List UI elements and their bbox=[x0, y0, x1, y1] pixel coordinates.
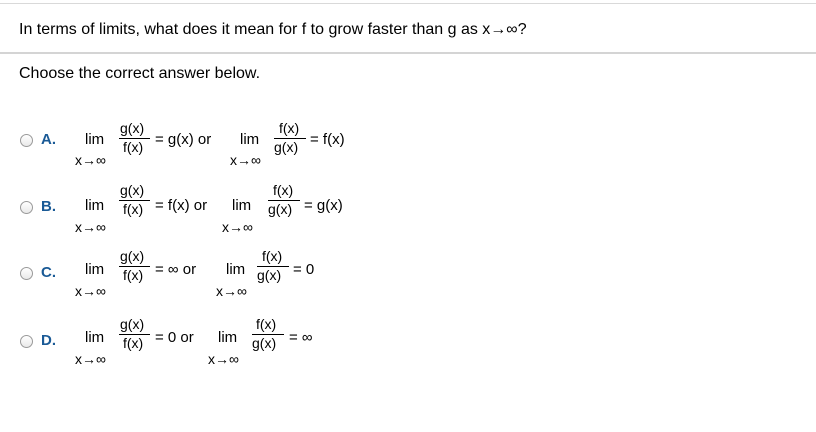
numerator: f(x) bbox=[256, 316, 277, 332]
lim-label: lim bbox=[85, 131, 105, 148]
divider bbox=[0, 52, 816, 54]
lim-label: lim bbox=[240, 131, 260, 148]
radio-button-b[interactable] bbox=[20, 201, 33, 214]
middle-text: = ∞ or bbox=[155, 261, 197, 278]
lim-label: lim bbox=[85, 329, 105, 346]
denominator: f(x) bbox=[123, 139, 144, 155]
middle-text: = f(x) or bbox=[155, 197, 208, 214]
option-letter-d: D. bbox=[41, 332, 56, 349]
option-b[interactable] bbox=[0, 178, 600, 238]
radio-button-c[interactable] bbox=[20, 267, 33, 280]
lim-subscript: x→∞ bbox=[230, 152, 261, 168]
question-text: In terms of limits, what does it mean for f to grow faster than g as x→∞? bbox=[19, 21, 527, 38]
numerator: g(x) bbox=[120, 120, 145, 136]
option-c[interactable] bbox=[0, 247, 600, 307]
end-text: = g(x) bbox=[304, 197, 343, 214]
lim-label: lim bbox=[218, 329, 238, 346]
lim-subscript: x→∞ bbox=[75, 283, 106, 299]
denominator: g(x) bbox=[274, 139, 299, 155]
numerator: g(x) bbox=[120, 316, 145, 332]
option-letter-b: B. bbox=[41, 198, 56, 215]
radio-button-d[interactable] bbox=[20, 335, 33, 348]
middle-text: = 0 or bbox=[155, 329, 194, 346]
lim-label: lim bbox=[85, 261, 105, 278]
denominator: g(x) bbox=[257, 267, 282, 283]
instruction-text: Choose the correct answer below. bbox=[19, 65, 261, 82]
top-border bbox=[0, 3, 816, 4]
denominator: g(x) bbox=[252, 335, 277, 351]
lim-subscript: x→∞ bbox=[75, 152, 106, 168]
lim-subscript: x→∞ bbox=[216, 283, 247, 299]
numerator: f(x) bbox=[279, 120, 300, 136]
lim-label: lim bbox=[85, 197, 105, 214]
lim-label: lim bbox=[226, 261, 246, 278]
option-a[interactable] bbox=[0, 112, 600, 172]
lim-label: lim bbox=[232, 197, 252, 214]
lim-subscript: x→∞ bbox=[222, 219, 253, 235]
denominator: f(x) bbox=[123, 335, 144, 351]
lim-subscript: x→∞ bbox=[75, 219, 106, 235]
middle-text: = g(x) or bbox=[155, 131, 212, 148]
denominator: f(x) bbox=[123, 201, 144, 217]
lim-subscript: x→∞ bbox=[75, 351, 106, 367]
radio-button-a[interactable] bbox=[20, 134, 33, 147]
numerator: f(x) bbox=[273, 182, 294, 198]
denominator: g(x) bbox=[268, 201, 293, 217]
end-text: = 0 bbox=[293, 261, 315, 278]
end-text: = ∞ bbox=[289, 329, 313, 346]
end-text: = f(x) bbox=[310, 131, 345, 148]
option-d[interactable] bbox=[0, 315, 600, 375]
denominator: f(x) bbox=[123, 267, 144, 283]
numerator: f(x) bbox=[262, 248, 283, 264]
option-letter-c: C. bbox=[41, 264, 56, 281]
lim-subscript: x→∞ bbox=[208, 351, 239, 367]
numerator: g(x) bbox=[120, 182, 145, 198]
option-letter-a: A. bbox=[41, 131, 56, 148]
numerator: g(x) bbox=[120, 248, 145, 264]
